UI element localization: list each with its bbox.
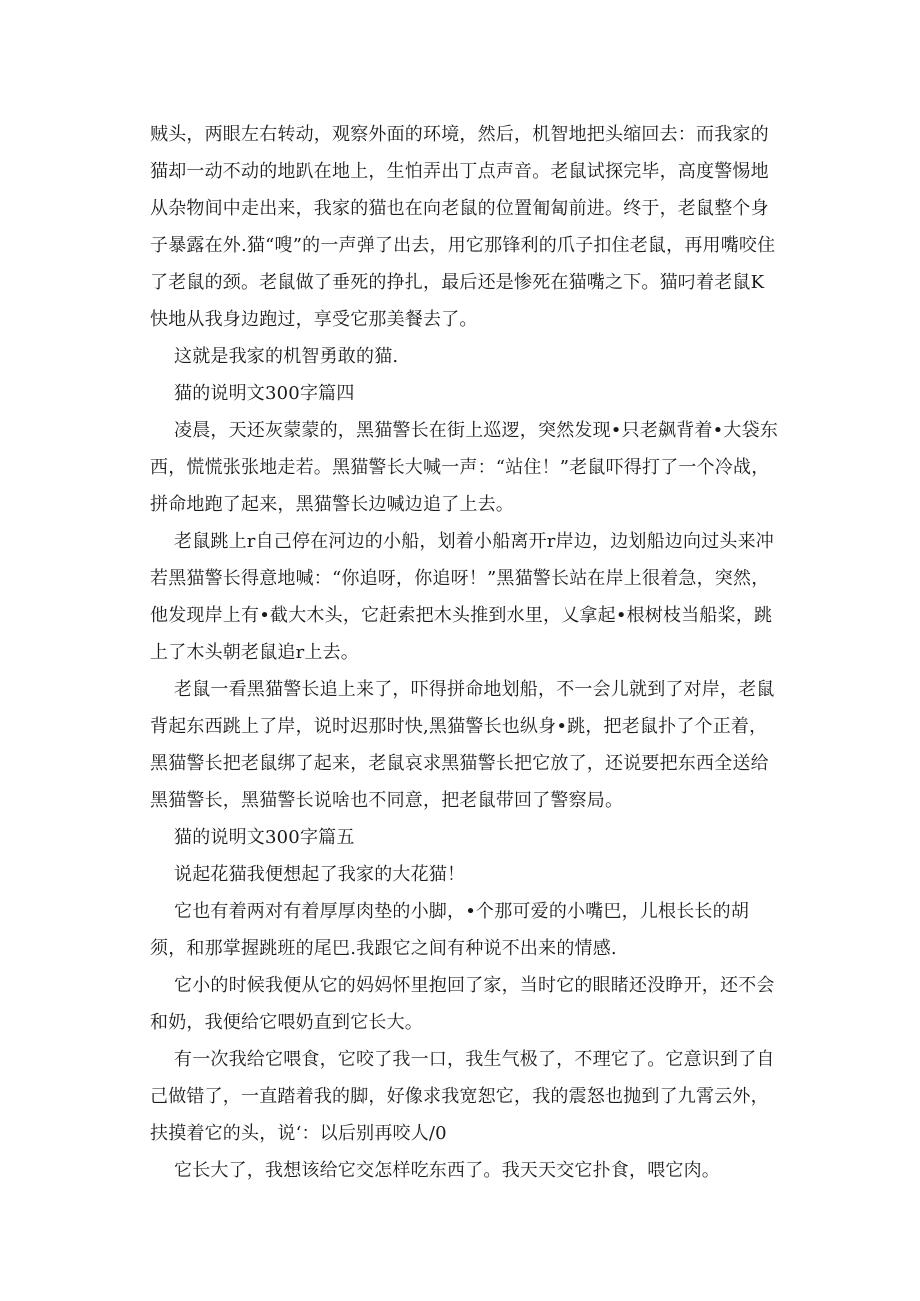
paragraph-9: 有一次我给它喂食，它咬了我一口，我生气极了，不理它了。它意识到了自己做错了，一直踏着我的脚，好像求我宽恕它，我的震怒也抛到了九霄云外，扶摸着它的头，说‘：以后别再咬人/0 (150, 1049, 775, 1144)
paragraph-1: 贼头，两眼左右转动，观察外面的环境，然后，机智地把头缩回去：而我家的猫却一动不动的地趴在地上，生怕弄出丁点声音。老鼠试探完毕，高度警惕地从杂物间中走出来，我家的猫也在向老鼠的位置匍匐前进。终于，老鼠整个身子暴露在外.猫“嗖”的一声弹了出去，用它那锋利的爪子扣住老鼠，再用嘴咬住了老鼠的颈。老鼠做了垂死的挣扎，最后还是惨死在猫嘴之下。猫叼着老鼠K快地从我身边跑过，享受它那美餐去了。 (150, 124, 776, 330)
section-heading-4: 猫的说明文300字篇四 (174, 383, 355, 404)
paragraph-5: 老鼠一看黑猫警长追上来了，吓得拼命地划船，不一会儿就到了对岸，老鼠背起东西跳上了岸，说时迟那时快,黑猫警长也纵身•跳，把老鼠扑了个正着，黑猫警长把老鼠绑了起来，老鼠哀求黑猫警长把它放了，还说要把东西全送给黑猫警长，黑猫警长说啥也不同意，把老鼠带回了警察局。 (150, 679, 775, 811)
paragraph-8: 它小的时候我便从它的妈妈怀里抱回了家，当时它的眼睹还没睁开，还不会和奶，我便给它喂奶直到它长大。 (150, 975, 775, 1033)
paragraph-4: 老鼠跳上r自己停在河边的小船，划着小船离开r岸边，边划船边向过头来冲若黑猫警长得意地喊：“你追呀，你追呀！”黑猫警长站在岸上很着急，突然，他发现岸上有•截大木头，它赶索把木头推到水里，乂拿起•根树枝当船桨，跳上了木头朝老鼠追r上去。 (150, 531, 775, 663)
body-text (150, 116, 780, 1189)
section-heading-5: 猫的说明文300字篇五 (174, 827, 355, 848)
paragraph-7: 它也有着两对有着厚厚肉垫的小脚，•个那可爱的小嘴巴，儿根长长的胡须，和那掌握跳班的尾巴.我跟它之间有种说不出来的情感. (150, 901, 750, 959)
paragraph-2: 这就是我家的机智勇敢的猫. (174, 346, 399, 367)
paragraph-10: 它长大了，我想该给它交怎样吃东西了。我天天交它扑食，喂它肉。 (174, 1160, 720, 1181)
paragraph-3: 凌晨，天还灰蒙蒙的，黑猫警长在街上巡逻，突然发现•只老飙背着•大袋东西，慌慌张张地走若。黑猫警长大喊一声：“站住！”老鼠吓得打了一个冷战，拼命地跑了起来，黑猫警长边喊边追了上去。 (150, 420, 779, 515)
paragraph-6: 说起花猫我便想起了我家的大花猫！ (174, 864, 466, 885)
